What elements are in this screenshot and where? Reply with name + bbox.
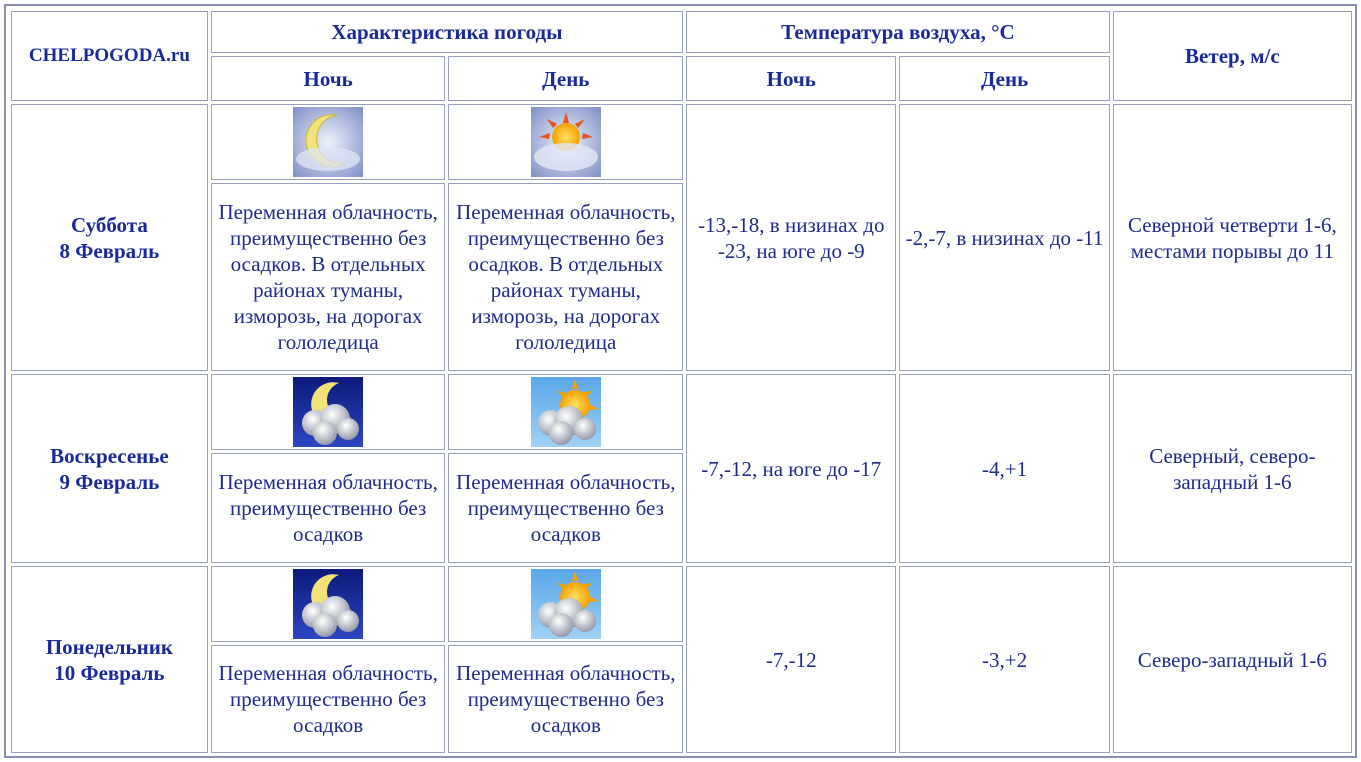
temp-night-value: -7,-12, на юге до -17 xyxy=(701,456,882,481)
header-temp-label: Температура воздуха, °C xyxy=(781,20,1015,44)
subheader-temp-day xyxy=(899,56,1109,101)
day-desc-cell xyxy=(448,453,683,563)
forecast-frame xyxy=(4,4,1357,758)
night-desc-cell xyxy=(211,645,446,753)
day-icon-cell xyxy=(448,374,683,450)
subheader-day-label: День xyxy=(542,66,590,91)
header-wind xyxy=(1113,11,1352,101)
sun-fog-icon xyxy=(531,107,601,177)
date-label: 10 Февраль xyxy=(54,660,165,685)
date-label: 8 Февраль xyxy=(59,238,160,263)
subheader-temp-night xyxy=(686,56,896,101)
temp-night-cell xyxy=(686,566,896,753)
subheader-weather-night xyxy=(211,56,446,101)
weekday-label: Воскресенье xyxy=(50,443,169,468)
subheader-day-label: День xyxy=(980,66,1029,91)
moon-fog-icon xyxy=(293,107,363,177)
night-desc-cell xyxy=(211,453,446,563)
day-cell xyxy=(11,566,208,753)
day-desc-cell xyxy=(448,183,683,371)
temp-day-value: -3,+2 xyxy=(982,647,1028,672)
temp-day-cell xyxy=(899,566,1109,753)
night-desc: Переменная облачность, преимущественно без осадков xyxy=(218,470,438,546)
wind-cell xyxy=(1113,104,1352,371)
moon-cloud-icon xyxy=(293,569,363,639)
wind-cell xyxy=(1113,566,1352,753)
subheader-night-label: Ночь xyxy=(766,66,816,91)
temp-day-value: -4,+1 xyxy=(982,456,1028,481)
temp-day-cell xyxy=(899,374,1109,563)
header-weather xyxy=(211,11,683,53)
sun-cloud-icon xyxy=(531,569,601,639)
subheader-weather-day xyxy=(448,56,683,101)
brand-label: CHELPOGODA.ru xyxy=(28,45,190,66)
weekday-label: Понедельник xyxy=(45,634,173,659)
night-icon-cell xyxy=(211,374,446,450)
day-cell xyxy=(11,104,208,371)
header-temp xyxy=(686,11,1110,53)
temp-night-cell xyxy=(686,104,896,371)
date-label: 9 Февраль xyxy=(59,469,160,494)
wind-value: Северный, северо-западный 1-6 xyxy=(1149,443,1316,494)
temp-night-cell xyxy=(686,374,896,563)
day-cell xyxy=(11,374,208,563)
night-desc: Переменная облачность, преимущественно без осадков. В отдельных районах туманы, изморозь, на дорогах гололедица xyxy=(218,200,438,354)
temp-day-value: -2,-7, в низинах до -11 xyxy=(905,225,1104,250)
day-desc-cell xyxy=(448,645,683,753)
subheader-night-label: Ночь xyxy=(303,66,353,91)
brand-cell xyxy=(11,11,208,101)
temp-night-value: -7,-12 xyxy=(765,647,817,672)
header-wind-label: Ветер, м/с xyxy=(1185,44,1280,68)
day-desc: Переменная облачность, преимущественно без осадков xyxy=(456,470,676,546)
day-icon-cell xyxy=(448,104,683,180)
night-desc: Переменная облачность, преимущественно без осадков xyxy=(218,661,438,737)
header-weather-label: Характеристика погоды xyxy=(331,20,563,44)
night-icon-cell xyxy=(211,104,446,180)
day-desc: Переменная облачность, преимущественно без осадков xyxy=(456,661,676,737)
night-icon-cell xyxy=(211,566,446,642)
wind-cell xyxy=(1113,374,1352,563)
forecast-table xyxy=(8,8,1355,756)
night-desc-cell xyxy=(211,183,446,371)
day-desc: Переменная облачность, преимущественно без осадков. В отдельных районах туманы, изморозь, на дорогах гололедица xyxy=(456,200,676,354)
temp-night-value: -13,-18, в низинах до -23, на юге до -9 xyxy=(698,212,885,263)
weekday-label: Суббота xyxy=(70,212,148,237)
wind-value: Северной четверти 1-6, местами порывы до 11 xyxy=(1127,212,1337,263)
sun-cloud-icon xyxy=(531,377,601,447)
wind-value: Северо-западный 1-6 xyxy=(1137,647,1327,672)
temp-day-cell xyxy=(899,104,1109,371)
moon-cloud-icon xyxy=(293,377,363,447)
day-icon-cell xyxy=(448,566,683,642)
